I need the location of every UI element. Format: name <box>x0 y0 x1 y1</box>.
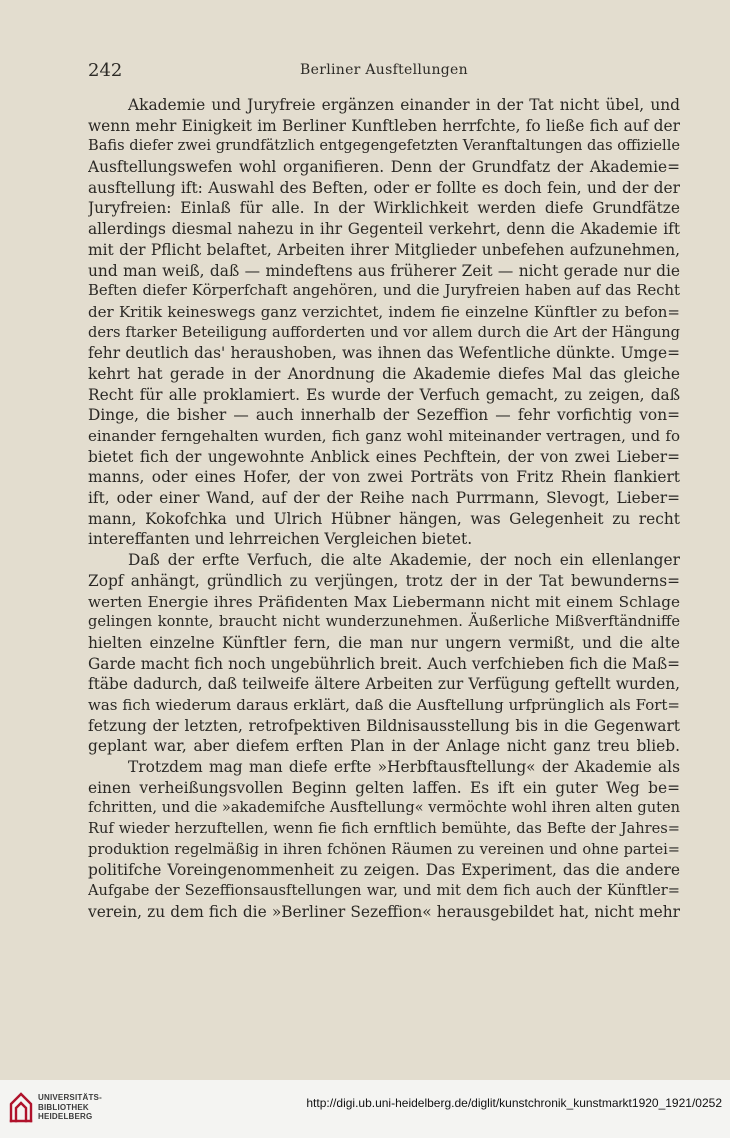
text-line: Beften diefer Körperfchaft angehören, und die Juryfreien haben auf das Recht <box>88 282 680 300</box>
source-url-link[interactable]: http://digi.ub.uni-heidelberg.de/diglit/kunstchronik_kunstmarkt1920_1921/0252 <box>306 1096 722 1110</box>
text-line: gelingen konnte, braucht nicht wunderzunehmen. Äußerliche Mißverftändniffe <box>88 613 680 631</box>
text-line: Aufgabe der Sezeffionsausftellungen war, und mit dem fich auch der Künftler= <box>88 882 680 900</box>
text-line: politifche Voreingenommenheit zu zeigen. Das Experiment, das die andere <box>88 861 680 880</box>
text-line: mann, Kokofchka und Ulrich Hübner hängen, was Gelegenheit zu recht <box>88 509 680 528</box>
text-line: ift, oder einer Wand, auf der der Reihe nach Purrmann, Slevogt, Lieber= <box>88 489 680 508</box>
text-line: Ruf wieder herzuftellen, wenn fie fich ernftlich bemühte, das Befte der Jahres= <box>88 820 680 838</box>
text-line: Daß der erfte Verfuch, die alte Akademie, der noch ein ellenlanger <box>128 551 680 570</box>
text-line: mit der Pflicht belaftet, Arbeiten ihrer Mitglieder unbefehen aufzunehmen, <box>88 240 680 259</box>
library-name-line: BIBLIOTHEK <box>38 1102 89 1112</box>
text-line: ftäbe dadurch, daß teilweife ältere Arbeiten zur Verfügung geftellt wurden, <box>88 675 680 694</box>
text-line: Dinge, die bisher — auch innerhalb der Sezeffion — fehr vorfichtig von= <box>88 406 680 425</box>
text-line: hielten einzelne Künftler fern, die man nur ungern vermißt, und die alte <box>88 633 680 652</box>
text-line: Trotzdem mag man diefe erfte »Herbftausftellung« der Akademie als <box>128 758 680 776</box>
library-name-line: UNIVERSITÄTS- <box>38 1093 102 1102</box>
text-line: fchritten, und die »akademifche Ausftellung« vermöchte wohl ihren alten guten <box>88 799 680 817</box>
text-line: geplant war, aber diefem erften Plan in der Anlage nicht ganz treu blieb. <box>88 737 680 756</box>
page-number: 242 <box>88 60 123 81</box>
running-title: Berliner Ausftellungen <box>300 62 468 78</box>
text-line: allerdings diesmal nahezu in ihr Gegenteil verkehrt, denn die Akademie ift <box>88 220 680 239</box>
text-line: manns, oder eines Hofer, der von zwei Porträts von Fritz Rhein flankiert <box>88 468 680 487</box>
text-line: produktion regelmäßig in ihren fchönen Räumen zu vereinen und ohne partei= <box>88 840 680 858</box>
text-line: Zopf anhängt, gründlich zu verjüngen, trotz der in der Tat bewunderns= <box>88 571 680 590</box>
text-line: einen verheißungsvollen Beginn gelten laffen. Es ift ein guter Weg be= <box>88 778 680 797</box>
page-header <box>88 60 680 82</box>
text-line: Garde macht fich noch ungebührlich breit. Auch verfchieben fich die Maß= <box>88 654 680 673</box>
text-line: Juryfreien: Einlaß für alle. In der Wirklichkeit werden diefe Grundfätze <box>88 199 680 218</box>
page-footer <box>0 1080 730 1138</box>
text-line: kehrt hat gerade in der Anordnung die Akademie diefes Mal das gleiche <box>88 364 680 383</box>
heidelberg-library-logo-icon <box>8 1090 34 1124</box>
text-line: einander ferngehalten wurden, fich ganz wohl miteinander vertragen, und fo <box>88 427 680 445</box>
text-line: intereffanten und lehrreichen Vergleichen bietet. <box>88 530 473 549</box>
text-line: Ausftellungswefen wohl organifieren. Denn der Grundfatz der Akademie= <box>88 158 680 177</box>
text-line: und man weiß, daß — mindeftens aus früherer Zeit — nicht gerade nur die <box>88 261 680 280</box>
text-line: werten Energie ihres Präfidenten Max Liebermann nicht mit einem Schlage <box>88 592 680 611</box>
text-line: fehr deutlich das' heraushoben, was ihnen das Wefentliche dünkte. Umge= <box>88 344 680 363</box>
body-text <box>88 95 680 923</box>
text-line: fetzung der letzten, retrofpektiven Bildnisausstellung bis in die Gegenwart <box>88 716 680 735</box>
text-line: bietet fich der ungewohnte Anblick eines Pechftein, der von zwei Lieber= <box>88 447 680 466</box>
text-line: Recht für alle proklamiert. Es wurde der Verfuch gemacht, zu zeigen, daß <box>88 385 680 404</box>
text-line: ausftellung ift: Auswahl des Beften, oder er follte es doch fein, und der der <box>88 178 680 197</box>
library-name-line: HEIDELBERG <box>38 1112 93 1121</box>
text-line: was fich wiederum daraus erklärt, daß die Ausftellung urfprünglich als Fort= <box>88 695 680 714</box>
library-name <box>38 1093 102 1122</box>
text-line: verein, zu dem fich die »Berliner Sezeffion« herausgebildet hat, nicht mehr <box>88 902 680 921</box>
text-line: ders ftarker Beteiligung aufforderten und vor allem durch die Art der Hängung <box>88 323 680 341</box>
text-line: Akademie und Juryfreie ergänzen einander in der Tat nicht übel, und <box>128 96 680 114</box>
text-line: Bafis diefer zwei grundfätzlich entgegengefetzten Veranftaltungen das offizielle <box>88 137 680 155</box>
text-line: wenn mehr Einigkeit im Berliner Kunftleben herrfchte, fo ließe fich auf der <box>88 116 680 135</box>
text-line: der Kritik keineswegs ganz verzichtet, indem fie einzelne Künftler zu befon= <box>88 302 680 321</box>
